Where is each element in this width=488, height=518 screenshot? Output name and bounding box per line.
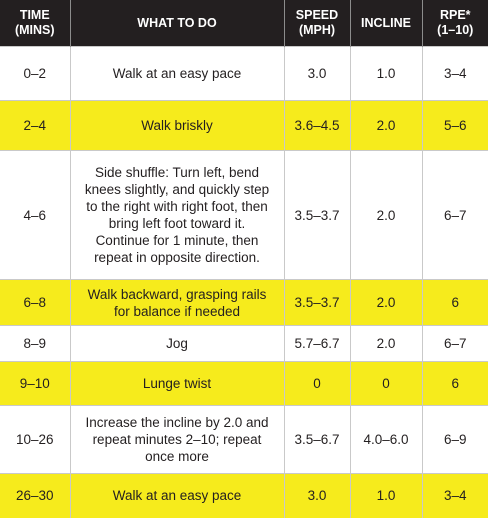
cell-rpe: 3–4 <box>422 474 488 518</box>
cell-what-to-do: Walk briskly <box>70 101 284 151</box>
cell-speed: 3.0 <box>284 474 350 518</box>
table-row <box>0 47 488 101</box>
cell-time: 2–4 <box>0 101 70 151</box>
table-row <box>0 362 488 406</box>
cell-time: 0–2 <box>0 47 70 101</box>
cell-rpe: 6 <box>422 362 488 406</box>
table-row <box>0 474 488 518</box>
cell-speed: 5.7–6.7 <box>284 326 350 362</box>
cell-incline: 2.0 <box>350 151 422 280</box>
cell-speed: 3.5–6.7 <box>284 406 350 474</box>
header-time: TIME (MINS) <box>0 0 70 47</box>
cell-speed: 3.5–3.7 <box>284 151 350 280</box>
cell-speed: 3.0 <box>284 47 350 101</box>
cell-rpe: 3–4 <box>422 47 488 101</box>
cell-time: 26–30 <box>0 474 70 518</box>
cell-incline: 1.0 <box>350 47 422 101</box>
table-row <box>0 101 488 151</box>
table-row <box>0 406 488 474</box>
cell-rpe: 5–6 <box>422 101 488 151</box>
cell-incline: 0 <box>350 362 422 406</box>
header-what-to-do: WHAT TO DO <box>70 0 284 47</box>
table-header-row <box>0 0 488 47</box>
cell-rpe: 6–9 <box>422 406 488 474</box>
cell-incline: 2.0 <box>350 326 422 362</box>
header-incline: INCLINE <box>350 0 422 47</box>
cell-rpe: 6 <box>422 280 488 326</box>
cell-speed: 0 <box>284 362 350 406</box>
cell-speed: 3.6–4.5 <box>284 101 350 151</box>
table-row <box>0 280 488 326</box>
cell-rpe: 6–7 <box>422 326 488 362</box>
cell-what-to-do: Side shuffle: Turn left, bend knees slightly, and quickly step to the right with right foot, then bring left foot toward it. Continue for 1 minute, then repeat in opposite direction. <box>70 151 284 280</box>
table-row <box>0 326 488 362</box>
cell-what-to-do: Lunge twist <box>70 362 284 406</box>
header-rpe: RPE* (1–10) <box>422 0 488 47</box>
cell-incline: 4.0–6.0 <box>350 406 422 474</box>
cell-time: 8–9 <box>0 326 70 362</box>
header-speed: SPEED (MPH) <box>284 0 350 47</box>
cell-what-to-do: Increase the incline by 2.0 and repeat minutes 2–10; repeat once more <box>70 406 284 474</box>
cell-what-to-do: Walk at an easy pace <box>70 47 284 101</box>
cell-time: 6–8 <box>0 280 70 326</box>
cell-what-to-do: Walk at an easy pace <box>70 474 284 518</box>
cell-what-to-do: Jog <box>70 326 284 362</box>
cell-incline: 1.0 <box>350 474 422 518</box>
cell-time: 10–26 <box>0 406 70 474</box>
cell-rpe: 6–7 <box>422 151 488 280</box>
cell-incline: 2.0 <box>350 280 422 326</box>
cell-incline: 2.0 <box>350 101 422 151</box>
cell-what-to-do: Walk backward, grasping rails for balance if needed <box>70 280 284 326</box>
cell-time: 9–10 <box>0 362 70 406</box>
cell-speed: 3.5–3.7 <box>284 280 350 326</box>
table-row <box>0 151 488 280</box>
cell-time: 4–6 <box>0 151 70 280</box>
